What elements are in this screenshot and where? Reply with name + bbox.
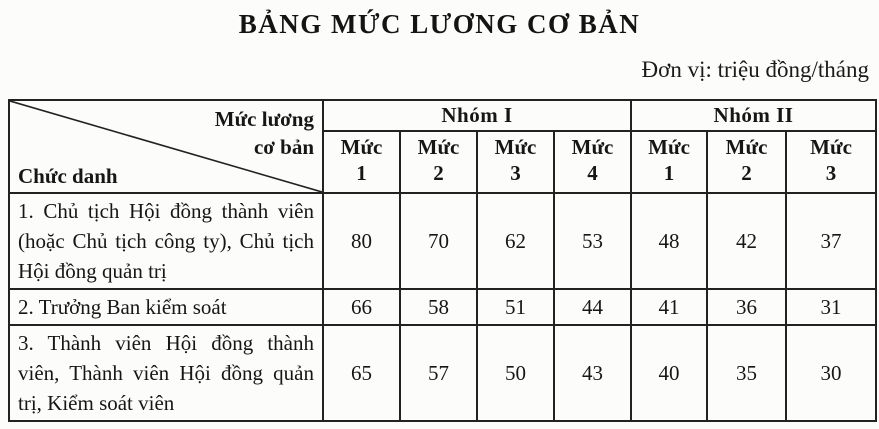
value-cell: 35	[707, 325, 786, 421]
value-cell: 51	[477, 289, 554, 325]
value-cell: 30	[786, 325, 876, 421]
level-header-g2-m2	[707, 131, 786, 193]
level-number: 3	[510, 161, 521, 185]
level-word: Mức	[725, 135, 768, 159]
level-header-g1-m1	[323, 131, 400, 193]
value-cell: 43	[554, 325, 631, 421]
value-cell: 48	[631, 193, 707, 289]
value-cell: 44	[554, 289, 631, 325]
level-header-g1-m2	[400, 131, 477, 193]
level-word: Mức	[571, 135, 614, 159]
value-cell: 80	[323, 193, 400, 289]
corner-bottom-left-label: Chức danh	[18, 164, 118, 188]
corner-cell	[9, 100, 323, 193]
level-word: Mức	[648, 135, 690, 159]
salary-table	[8, 99, 877, 422]
value-cell: 53	[554, 193, 631, 289]
level-header-g1-m3	[477, 131, 554, 193]
value-cell: 65	[323, 325, 400, 421]
table-row-chairman	[9, 193, 876, 289]
level-number: 1	[356, 161, 367, 185]
level-header-g2-m3	[786, 131, 876, 193]
value-cell: 37	[786, 193, 876, 289]
level-header-g2-m1	[631, 131, 707, 193]
value-cell: 58	[400, 289, 477, 325]
unit-label: Đơn vị: triệu đồng/tháng	[641, 57, 869, 82]
level-number: 3	[825, 161, 837, 185]
row-label: 2. Trưởng Ban kiểm soát	[9, 289, 323, 325]
row-label: 3. Thành viên Hội đồng thành viên, Thành viên Hội đồng quản trị, Kiểm soát viên	[9, 325, 323, 421]
page-title: BẢNG MỨC LƯƠNG CƠ BẢN	[238, 9, 641, 39]
group-header-nhom-i: Nhóm I	[323, 100, 631, 131]
value-cell: 42	[707, 193, 786, 289]
corner-label-line2: cơ bản	[253, 135, 314, 159]
value-cell: 31	[786, 289, 876, 325]
level-number: 2	[433, 161, 444, 185]
value-cell: 66	[323, 289, 400, 325]
value-cell: 70	[400, 193, 477, 289]
group-header-row	[9, 100, 876, 131]
value-cell: 57	[400, 325, 477, 421]
value-cell: 41	[631, 289, 707, 325]
value-cell: 40	[631, 325, 707, 421]
row-label: 1. Chủ tịch Hội đồng thành viên (hoặc Chủ tịch công ty), Chủ tịch Hội đồng quản trị	[9, 193, 323, 289]
level-number: 2	[741, 161, 752, 185]
level-word: Mức	[417, 135, 460, 159]
level-word: Mức	[494, 135, 537, 159]
group-header-nhom-ii: Nhóm II	[631, 100, 876, 131]
value-cell: 50	[477, 325, 554, 421]
level-header-g1-m4	[554, 131, 631, 193]
level-word: Mức	[810, 135, 852, 159]
level-number: 1	[663, 161, 675, 185]
level-number: 4	[587, 161, 598, 185]
table-row-members	[9, 325, 876, 421]
corner-label-line1: Mức lương	[214, 107, 314, 131]
value-cell: 62	[477, 193, 554, 289]
corner-top-right-label	[215, 105, 314, 161]
level-word: Mức	[340, 135, 383, 159]
table-row-head-of-supervisory	[9, 289, 876, 325]
value-cell: 36	[707, 289, 786, 325]
